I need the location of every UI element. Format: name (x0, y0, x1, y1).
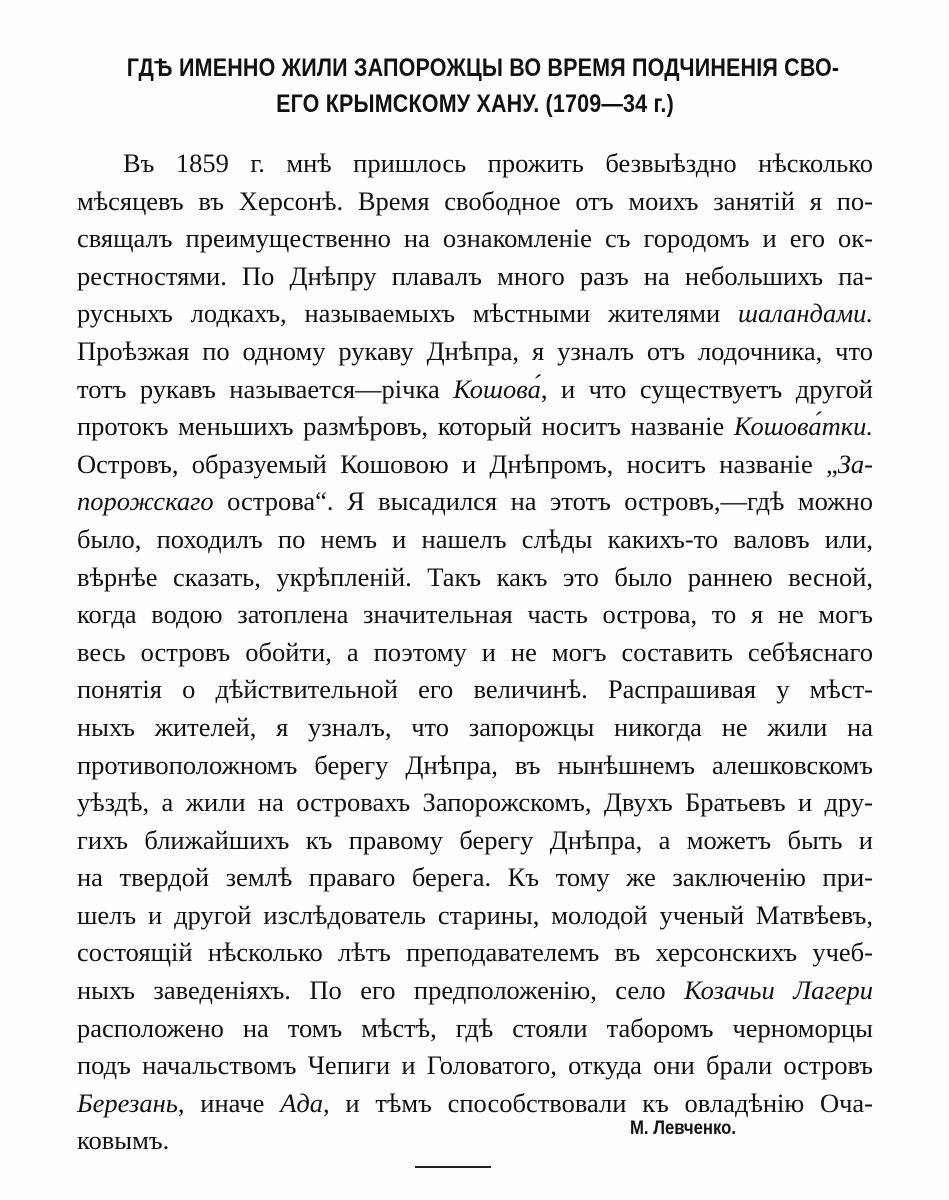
text-run: протокъ меньшихъ размѣровъ, который носитъ названіе (77, 411, 734, 442)
italic-term: Березань (77, 1087, 178, 1118)
text-run: весь островъ обойти, а поэтому и не могъ составить себѣяснаго (77, 636, 873, 667)
body-line (77, 371, 873, 409)
italic-term: шаландами. (738, 298, 873, 329)
text-run: русныхъ лодкахъ, называемыхъ мѣстными жителями (77, 298, 739, 329)
body-line (77, 934, 873, 972)
body-line (77, 1122, 873, 1160)
body-line (77, 408, 873, 446)
text-run: состоящій нѣсколько лѣтъ преподавателемъ въ херсонскихъ учеб- (77, 937, 873, 968)
article-title (126, 50, 840, 122)
text-run: ныхъ заведеніяхъ. По его предположенію, село (77, 975, 685, 1006)
text-run: подъ начальствомъ Чепиги и Головатого, откуда они брали островъ (77, 1050, 873, 1081)
italic-term: Ада (280, 1087, 324, 1118)
text-run: ковымъ. (77, 1125, 170, 1156)
text-run: , иначе (177, 1087, 281, 1118)
body-line (77, 183, 873, 221)
body-line (77, 747, 873, 785)
article-body (77, 145, 873, 1160)
title-line: ЕГО КРЫМСКОМУ ХАНУ. (1709—34 г.) (276, 90, 674, 118)
section-divider (415, 1166, 491, 1168)
text-run: тотъ рукавъ называется—річка (77, 373, 454, 404)
body-line (77, 521, 873, 559)
body-line (77, 483, 873, 521)
text-run: гихъ ближайшихъ къ правому берегу Днѣпра, а можетъ быть и (77, 824, 873, 855)
text-run: мѣсяцевъ въ Херсонѣ. Время свободное отъ моихъ занятій я по- (77, 185, 873, 216)
text-run: рестностями. По Днѣпру плавалъ много разъ на небольшихъ па- (77, 260, 873, 291)
text-run: было, походилъ по немъ и нашелъ слѣды какихъ-то валовъ или, (77, 523, 873, 554)
body-line (77, 634, 873, 672)
italic-term: Козачьи Лагери (684, 975, 873, 1006)
text-run: Въ 1859 г. мнѣ пришлось прожить безвыѣздно нѣсколько (123, 148, 873, 178)
body-line (77, 671, 873, 709)
body-line (77, 784, 873, 822)
body-line (77, 1010, 873, 1048)
body-line (77, 1085, 873, 1123)
text-run: уѣздѣ, а жили на островахъ Запорожскомъ, Двухъ Братьевъ и дру- (77, 787, 873, 818)
body-line (77, 972, 873, 1010)
text-run: понятія о дѣйствительной его величинѣ. Распрашивая у мѣст- (77, 674, 873, 705)
text-run: , и что существуетъ другой (540, 373, 873, 404)
text-run: противоположномъ берегу Днѣпра, въ нынѣшнемъ алешковскомъ (77, 749, 873, 780)
body-line (77, 709, 873, 747)
text-run: когда водою затоплена значительная часть острова, то я не могъ (77, 599, 873, 630)
body-line (77, 333, 873, 371)
italic-term: Кошова́тки. (733, 411, 873, 442)
author-signature: М. Левченко. (630, 1118, 737, 1139)
title-line: ГДѢ ИМЕННО ЖИЛИ ЗАПОРОЖЦЫ ВО ВРЕМЯ ПОДЧИНЕНІЯ СВО- (126, 54, 840, 82)
body-line (77, 1047, 873, 1085)
body-line (77, 859, 873, 897)
body-line (77, 220, 873, 258)
text-run: ныхъ жителей, я узналъ, что запорожцы никогда не жили на (77, 711, 873, 742)
body-line (77, 822, 873, 860)
body-line (77, 596, 873, 634)
body-line (77, 446, 873, 484)
italic-term: порожскаго (77, 486, 214, 517)
text-run: шелъ и другой изслѣдователь старины, молодой ученый Матвѣевъ, (77, 899, 873, 930)
text-run: вѣрнѣе сказать, укрѣпленій. Такъ какъ это было раннею весной, (77, 561, 873, 592)
body-line (77, 145, 873, 183)
text-run: Островъ, образуемый Кошовою и Днѣпромъ, носитъ названіе „ (77, 448, 838, 479)
text-run: свящалъ преимущественно на ознакомленіе съ городомъ и его ок- (77, 223, 873, 254)
text-run: расположено на томъ мѣстѣ, гдѣ стояли таборомъ черноморцы (77, 1012, 873, 1043)
body-line (77, 258, 873, 296)
text-run: Проѣзжая по одному рукаву Днѣпра, я узналъ отъ лодочника, что (77, 335, 873, 366)
body-line (77, 897, 873, 935)
text-run: на твердой землѣ праваго берега. Къ тому же заключенію при- (77, 862, 873, 893)
italic-term: За- (837, 448, 873, 479)
text-run: острова“. Я высадился на этотъ островъ,—гдѣ можно (213, 486, 873, 517)
text-run: , и тѣмъ способствовали къ овладѣнію Оча- (323, 1087, 873, 1118)
italic-term: Кошова́ (453, 373, 541, 404)
body-line (77, 559, 873, 597)
body-line (77, 295, 873, 333)
